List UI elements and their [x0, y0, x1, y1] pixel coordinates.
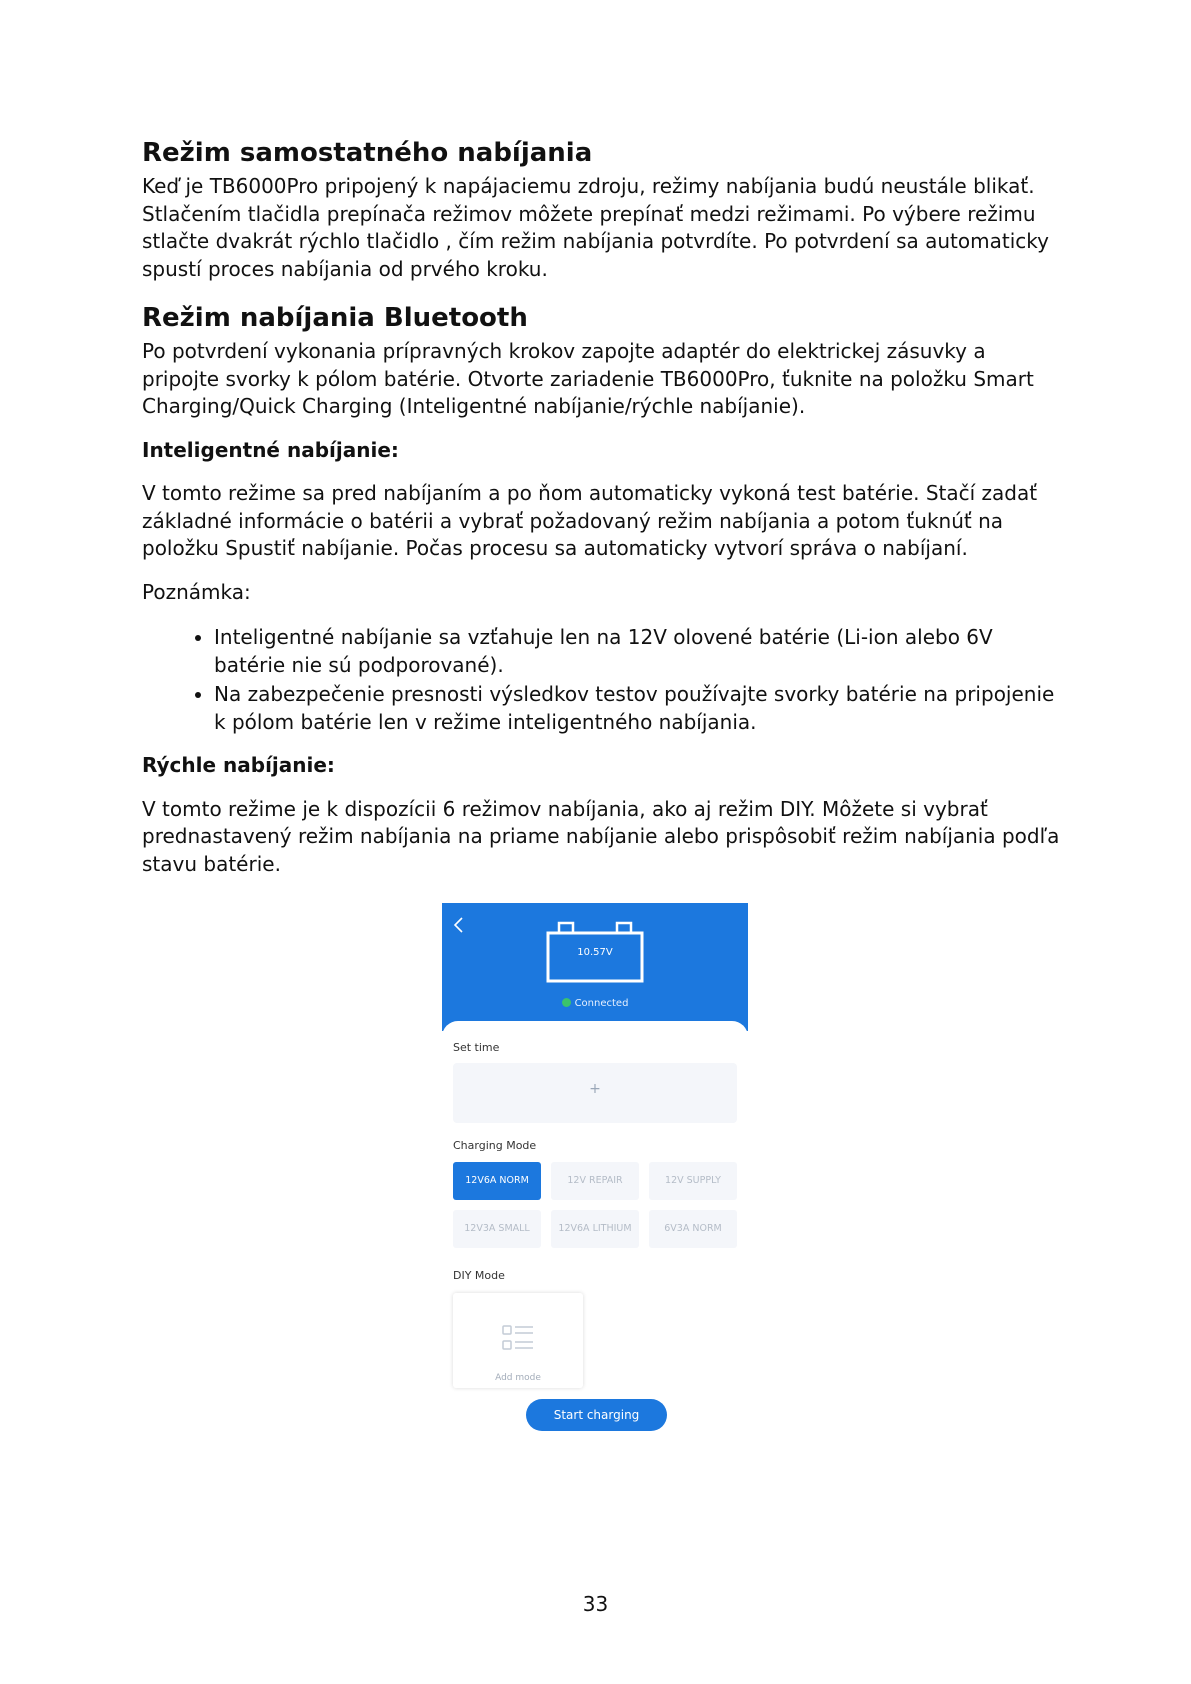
mode-6v3a-norm[interactable]: 6V3A NORM	[649, 1210, 737, 1248]
plus-icon: +	[589, 1081, 601, 1097]
mode-12v6a-lithium[interactable]: 12V6A LITHIUM	[551, 1210, 639, 1248]
set-time-label: Set time	[453, 1041, 500, 1054]
page-number: 33	[582, 1592, 609, 1616]
heading-quick-charging: Rýchle nabíjanie:	[142, 753, 335, 778]
heading-standalone: Režim samostatného nabíjania	[142, 138, 593, 168]
connection-status	[442, 998, 748, 1009]
mode-12v3a-small[interactable]: 12V3A SMALL	[453, 1210, 541, 1248]
battery-voltage: 10.57V	[577, 947, 613, 958]
heading-bluetooth: Režim nabíjania Bluetooth	[142, 303, 528, 334]
note-item: • Inteligentné nabíjanie sa vzťahuje len na 12V olovené batérie (Li-ion alebo 6V batérie nie sú podporované).	[214, 624, 1062, 679]
mode-12v6a-norm[interactable]: 12V6A NORM	[453, 1162, 541, 1200]
note-list	[142, 624, 1062, 736]
mode-12v-repair[interactable]: 12V REPAIR	[551, 1162, 639, 1200]
start-charging-button[interactable]: Start charging	[526, 1399, 667, 1431]
heading-smart-charging: Inteligentné nabíjanie:	[142, 437, 399, 462]
list-icon	[501, 1323, 535, 1353]
app-header	[442, 903, 748, 1031]
note-item: • Na zabezpečenie presnosti výsledkov testov používajte svorky batérie na pripojenie k pólom batérie len v režime inteligentného nabíjania.	[214, 681, 1062, 736]
add-mode-card[interactable]	[453, 1293, 583, 1388]
paragraph-smart-charging: V tomto režime sa pred nabíjaním a po ňom automaticky vykoná test batérie. Stačí zadať základné informácie o batérii a vybrať požadovaný režim nabíjania a potom ťuknúť na položku Spustiť nabíjanie. Počas procesu sa automaticky vytvorí správa o nabíjaní.	[142, 481, 1038, 561]
diy-mode-label: DIY Mode	[453, 1269, 505, 1282]
back-arrow-icon[interactable]	[452, 915, 466, 935]
paragraph-quick-charging: V tomto režime je k dispozícii 6 režimov nabíjania, ako aj režim DIY. Môžete si vybrať prednastavený režim nabíjania na priame nabíjanie alebo prispôsobiť režim nabíjania podľa stavu batérie.	[142, 796, 1060, 876]
app-screenshot	[442, 903, 748, 1403]
set-time-field[interactable]	[453, 1063, 737, 1123]
paragraph-bluetooth: Po potvrdení vykonania prípravných krokov zapojte adaptér do elektrickej zásuvky a pripojte svorky k pólom batérie. Otvorte zariadenie TB6000Pro, ťuknite na položku Smart Charging/Quick Charging (Inteligentné nabíjanie/rýchle nabíjanie).	[142, 339, 1034, 419]
document-body	[142, 138, 1062, 878]
charging-mode-label: Charging Mode	[453, 1139, 537, 1152]
mode-12v-supply[interactable]: 12V SUPPLY	[649, 1162, 737, 1200]
add-mode-label: Add mode	[495, 1373, 541, 1383]
connection-status-text: Connected	[574, 998, 629, 1009]
connected-dot-icon	[562, 998, 571, 1007]
paragraph-standalone: Keď je TB6000Pro pripojený k napájaciemu zdroju, režimy nabíjania budú neustále blikať. Stlačením tlačidla prepínača režimov môžete prepínať medzi režimami. Po výbere režimu stlačte dvakrát rýchlo tlačidlo , čím režim nabíjania potvrdíte. Po potvrdení sa automaticky spustí proces nabíjania od prvého kroku.	[142, 174, 1049, 281]
note-label: Poznámka:	[142, 579, 251, 604]
